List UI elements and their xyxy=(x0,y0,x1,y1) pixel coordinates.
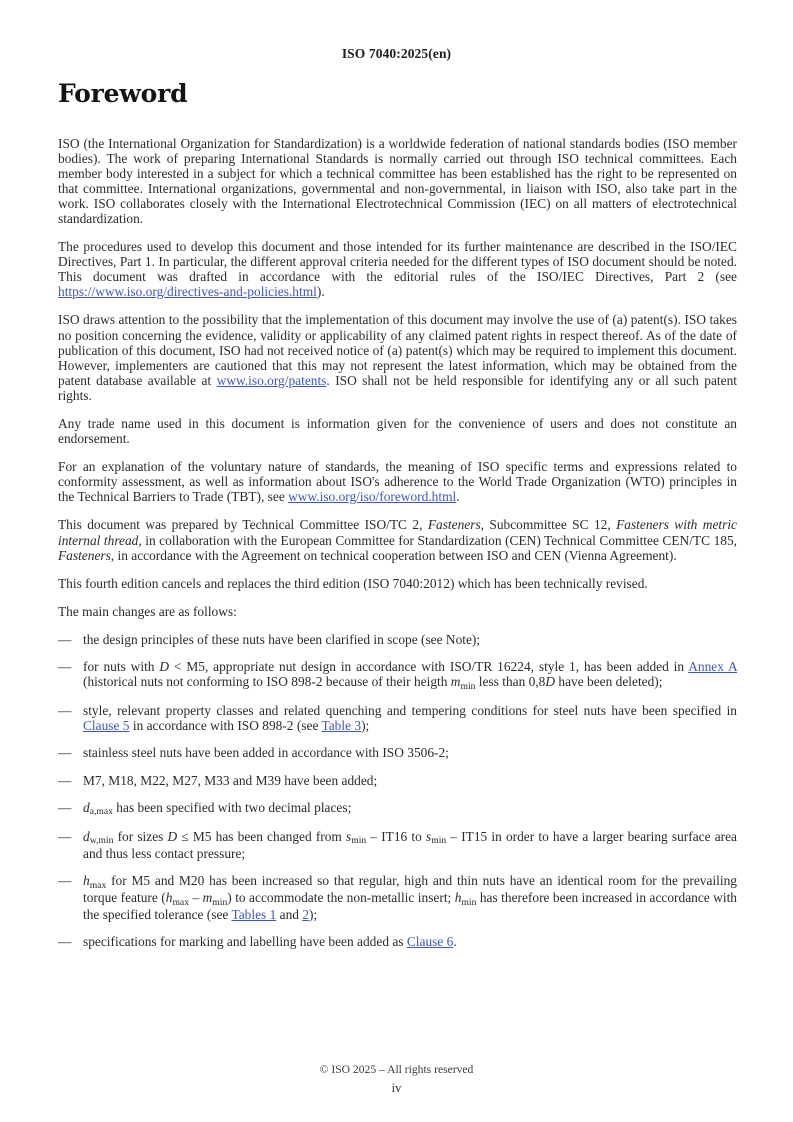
variable-h-3: h xyxy=(454,889,462,905)
list-item xyxy=(58,703,737,733)
subscript-min: min xyxy=(460,680,476,692)
variable-d: d xyxy=(83,799,90,815)
committee-text-d: in accordance with the Agreement on technical cooperation between ISO and CEN (Vienna Agreement). xyxy=(114,547,677,563)
list-dash: — xyxy=(58,934,72,950)
variable-m: m xyxy=(450,674,461,690)
paragraph-patents xyxy=(58,312,737,403)
list-item-text-a: for nuts with xyxy=(83,659,160,675)
subscript-min: min xyxy=(212,896,228,908)
list-dash: — xyxy=(58,872,72,888)
list-dash: — xyxy=(58,631,72,647)
subscript-a-max: a,max xyxy=(89,806,113,818)
subscript-min-3: min xyxy=(461,896,477,908)
list-dash: — xyxy=(58,745,72,761)
link-iso-foreword[interactable]: www.iso.org/iso/foreword.html xyxy=(288,489,457,505)
list-item-text-b: ≤ M5 has been changed from xyxy=(177,828,347,844)
page-title: Foreword xyxy=(58,79,188,108)
list-item-text-a: style, relevant property classes and related quenching and tempering conditions for steel nuts have been specified in xyxy=(83,703,737,719)
committee-text-b: , Subcommittee SC 12, xyxy=(480,517,617,533)
list-item-text-d: has therefore been increased in accordance with the specified tolerance (see xyxy=(83,889,737,923)
paragraph-main-changes-intro: The main changes are as follows: xyxy=(58,603,237,619)
paragraph-wto-tbt-text-b: . xyxy=(456,489,460,505)
variable-m: m xyxy=(202,889,213,905)
list-item-text-b: in accordance with ISO 898-2 (see xyxy=(129,718,322,734)
committee-italic-metric-internal-thread: Fasteners with metric internal thread, xyxy=(58,517,737,548)
variable-s-1: s xyxy=(346,828,352,844)
list-item xyxy=(58,632,737,647)
subscript-w-min: w,min xyxy=(89,835,114,847)
list-item-text-c: (historical nuts not conforming to ISO 898-2 because of their heigth xyxy=(83,674,451,690)
link-clause-5[interactable]: Clause 5 xyxy=(83,718,130,734)
variable-d: d xyxy=(83,828,90,844)
list-item-text: stainless steel nuts have been added in accordance with ISO 3506-2; xyxy=(83,745,449,761)
subscript-max-1: max xyxy=(89,879,107,891)
link-iso-patents[interactable]: www.iso.org/patents xyxy=(216,372,327,388)
paragraph-trade-name: Any trade name used in this document is information given for the convenience of users and does not constitute an endorsement. xyxy=(58,416,737,447)
footer-copyright: © ISO 2025 – All rights reserved xyxy=(319,1063,474,1076)
list-item-text-b: – xyxy=(189,889,203,905)
list-item-text-c: ); xyxy=(361,718,370,734)
list-item xyxy=(58,934,737,949)
link-tables-1[interactable]: Tables 1 xyxy=(231,907,277,923)
committee-text-a: This document was prepared by Technical Committee ISO/TC 2, xyxy=(58,517,428,533)
variable-s-2: s xyxy=(425,828,432,844)
link-annex-a[interactable]: Annex A xyxy=(688,659,737,675)
link-table-2[interactable]: 2 xyxy=(302,907,310,923)
paragraph-procedures-text-b: ). xyxy=(316,284,325,300)
link-table-3[interactable]: Table 3 xyxy=(321,718,362,734)
list-dash: — xyxy=(58,772,72,788)
subscript-min-1: min xyxy=(351,835,367,847)
main-changes-list xyxy=(58,632,737,949)
committee-text-c: in collaboration with the European Committee for Standardization (CEN) Technical Committee CEN/TC 185, xyxy=(141,532,737,548)
paragraph-procedures-text-a: The procedures used to develop this document and those intended for its further maintenance are described in the ISO/IEC Directives, Part 1. In particular, the different approval criteria needed for the different types of ISO document should be noted. This document was drafted in accordance with the editorial rules of the ISO/IEC Directives, Part 2 (see xyxy=(58,239,737,285)
list-item-text-f: ); xyxy=(309,907,318,923)
list-item-text-c: ) to accommodate the non-metallic insert; xyxy=(227,889,455,905)
variable-h-2: h xyxy=(165,889,173,905)
paragraph-wto-tbt-text-a: For an explanation of the voluntary nature of standards, the meaning of ISO specific terms and expressions related to conformity assessment, as well as information about ISO's adherence to the World Trade Organization (WTO) principles in the Technical Barriers to Trade (TBT), see xyxy=(58,459,737,505)
list-item-text-c: – IT16 to xyxy=(366,828,426,844)
link-clause-6[interactable]: Clause 6 xyxy=(406,934,454,950)
paragraph-committee xyxy=(58,517,737,562)
paragraph-scope-of-iso: ISO (the International Organization for Standardization) is a worldwide federation of national standards bodies (ISO member bodies). The work of preparing International Standards is normally carried out through ISO technical committees. Each member body interested in a subject for which a technical committee has been established has the right to be represented on that committee. International organizations, governmental and non-governmental, in liaison with ISO, also take part in the work. ISO collaborates closely with the International Electrotechnical Commission (IEC) on all matters of electrotechnical standardization. xyxy=(58,135,737,226)
variable-D: D xyxy=(167,828,178,844)
list-dash: — xyxy=(58,659,72,675)
list-dash: — xyxy=(58,703,72,719)
list-item-text-e: have been deleted); xyxy=(555,674,663,690)
document-content xyxy=(58,80,737,961)
paragraph-patents-text-a: ISO draws attention to the possibility that the implementation of this document may involve the use of (a) patent(s). ISO takes no position concerning the evidence, validity or applicability of any claimed patent rights in respect thereof. As of the date of publication of this document, ISO had not received notice of (a) patent(s) which may be required to implement this document. However, implementers are cautioned that this may not represent the latest information, which may be obtained from the patent database available at xyxy=(58,312,737,388)
list-item xyxy=(58,659,737,691)
subscript-min-2: min xyxy=(431,835,447,847)
variable-D: D xyxy=(159,659,170,675)
paragraph-patents-text-b: . ISO shall not be held responsible for identifying any or all such patent rights. xyxy=(58,372,737,403)
list-dash: — xyxy=(58,799,72,815)
list-item-text-e: and xyxy=(276,907,303,923)
list-item-text-d: – IT15 in order to have a larger bearing surface area and thus less contact pressure; xyxy=(83,828,737,861)
list-item-text-a: for sizes xyxy=(113,828,168,844)
committee-italic-fasteners-2: Fasteners, xyxy=(58,547,115,563)
list-item-text-b: . xyxy=(453,934,457,950)
committee-italic-fasteners-1: Fasteners xyxy=(427,517,481,533)
list-item-text-a: for M5 and M20 has been increased so that regular, high and thin nuts have an identical room for the prevailing torque feature ( xyxy=(83,872,737,905)
list-item xyxy=(58,745,737,760)
list-item xyxy=(58,773,737,788)
paragraph-edition: This fourth edition cancels and replaces the third edition (ISO 7040:2012) which has been technically revised. xyxy=(58,575,648,591)
list-item-text: the design principles of these nuts have been clarified in scope (see Note); xyxy=(83,631,481,647)
list-item-text: has been specified with two decimal places; xyxy=(112,799,352,815)
list-dash: — xyxy=(58,828,72,844)
link-iso-directives-and-policies[interactable]: https://www.iso.org/directives-and-policies.html xyxy=(58,284,317,300)
list-item xyxy=(58,873,737,922)
page-number: iv xyxy=(391,1081,402,1095)
variable-D2: D xyxy=(545,674,556,690)
running-head: ISO 7040:2025(en) xyxy=(341,46,452,61)
subscript-max-2: max xyxy=(172,896,190,908)
variable-h-1: h xyxy=(83,872,90,888)
list-item-text-d: less than 0,8 xyxy=(475,674,546,690)
list-item xyxy=(58,829,737,861)
list-item-text-a: specifications for marking and labelling have been added as xyxy=(83,934,407,950)
paragraph-wto-tbt xyxy=(58,459,737,504)
list-item-text-b: < M5, appropriate nut design in accordance with ISO/TR 16224, style 1, has been added in xyxy=(169,659,689,675)
paragraph-procedures xyxy=(58,239,737,299)
list-item xyxy=(58,800,737,817)
list-item-text: M7, M18, M22, M27, M33 and M39 have been added; xyxy=(83,772,378,788)
